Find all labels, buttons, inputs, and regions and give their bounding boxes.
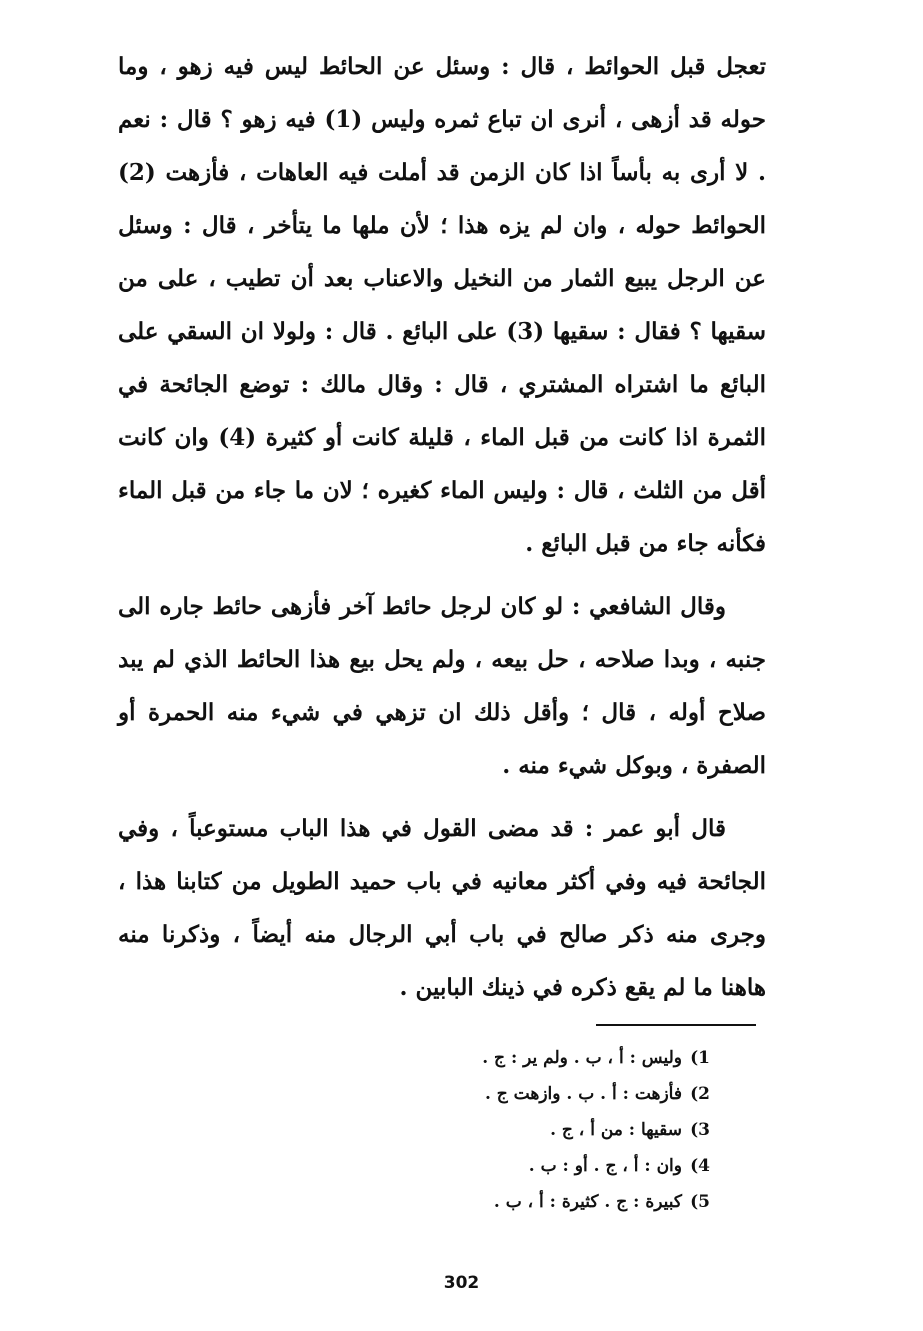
footnote-text: وليس : أ ، ب . ولم ير : ج .	[482, 1048, 682, 1068]
footnote-separator	[596, 1024, 756, 1026]
footnote-number: 2)	[690, 1084, 710, 1104]
footnote-number: 4)	[690, 1156, 710, 1176]
footnote-text: فأزهت : أ . ب . وازهت ج .	[484, 1084, 682, 1104]
page-number: 302	[443, 1273, 480, 1293]
paragraph-3: قال أبو عمر : قد مضى القول في هذا الباب مستوعباً ، وفي الجائحة فيه وفي أكثر معانيه في باب حميد الطويل من كتابنا هذا ، وجرى منه ذكر صالح في باب أبي الرجال منه أيضاً ، وذكرنا منه هاهنا ما لم يقع ذكره في ذينك البابين .	[118, 815, 766, 1001]
footnote-item	[380, 1112, 710, 1148]
paragraph-1: تعجل قبل الحوائط ، قال : وسئل عن الحائط ليس فيه زهو ، وما حوله قد أزهى ، أنرى ان تباع ثمره وليس (1) فيه زهو ؟ قال : نعم . لا أرى به بأساً اذا كان الزمن قد أملت فيه العاهات ، فأزهت (2) الحوائط حوله ، وان لم يزه هذا ؛ لأن ملها ما يتأخر ، قال : وسئل عن الرجل يبيع الثمار من النخيل والاعناب بعد أن تطيب ، على من سقيها ؟ فقال : سقيها (3) على البائع . قال : ولولا ان السقي على البائع ما اشتراه المشتري ، قال : وقال مالك : توضع الجائحة في الثمرة اذا كانت من قبل الماء ، قليلة كانت أو كثيرة (4) وان كانت أقل من الثلث ، قال : وليس الماء كغيره ؛ لان ما جاء من قبل الماء فكأنه جاء من قبل البائع .	[118, 53, 766, 557]
footnote-text: كبيرة : ج . كثيرة : أ ، ب .	[493, 1192, 682, 1212]
footnotes-list	[380, 1040, 710, 1220]
footnote-number: 3)	[690, 1120, 710, 1140]
main-text	[118, 40, 766, 1024]
paragraph-2: وقال الشافعي : لو كان لرجل حائط آخر فأزهى حائط جاره الى جنبه ، وبدا صلاحه ، حل بيعه ، ولم يحل بيع هذا الحائط الذي لم يبد صلاح أوله ، قال ؛ وأقل ذلك ان تزهي في شيء منه الحمرة أو الصفرة ، وبوكل شيء منه .	[118, 593, 766, 779]
footnote-number: 1)	[690, 1048, 710, 1068]
footnote-number: 5)	[690, 1192, 710, 1212]
footnote-text: سقيها : من أ ، ج .	[550, 1120, 682, 1140]
footnote-text: وان : أ ، ج . أو : ب .	[528, 1156, 682, 1176]
footnote-item	[380, 1076, 710, 1112]
footnote-item	[380, 1148, 710, 1184]
footnote-item	[380, 1040, 710, 1076]
footnote-item	[380, 1184, 710, 1220]
